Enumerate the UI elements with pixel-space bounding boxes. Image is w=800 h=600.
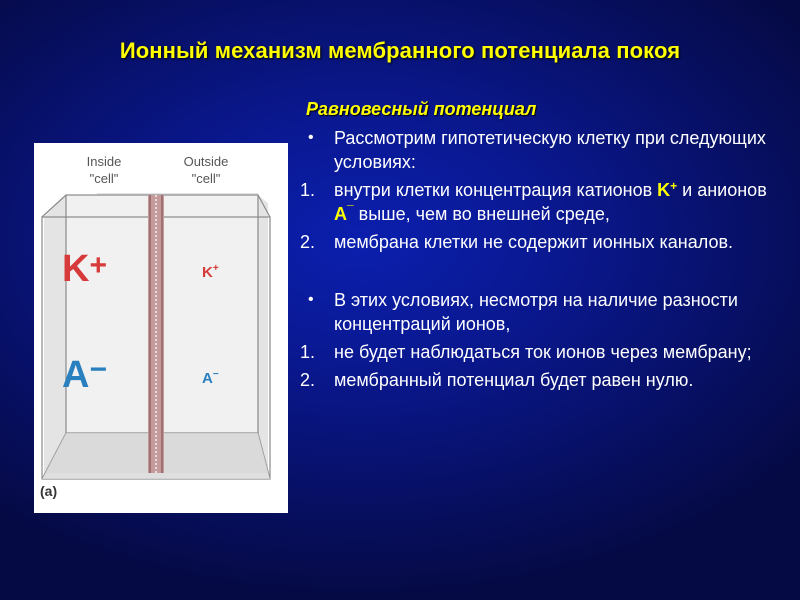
cell-diagram [34,143,288,513]
potassium-symbol: K+ [657,179,678,200]
bullet-text: В этих условиях, несмотря на наличие разности концентраций ионов, [334,290,738,334]
slide-title: Ионный механизм мембранного потенциала покоя [119,38,681,63]
membrane [148,195,164,473]
inside-label-line1: Inside [86,154,122,169]
inside-anion-label: A− [62,353,107,396]
bullet-marker: • [308,291,314,308]
bullet-marker: • [308,129,314,146]
number-marker: 1. [300,180,316,200]
list-item [300,178,790,226]
condition-text-2: мембрана клетки не содержит ионных каналов. [334,232,734,252]
list-item [300,340,790,364]
consequence-text-2: мембранный потенциал будет равен нулю. [334,370,694,390]
cell-diagram-svg [34,143,288,513]
outside-potassium-label: K+ [202,263,219,281]
anion-symbol: A¯ [334,203,354,224]
slide-content [300,97,790,396]
consequence-text-1: не будет наблюдаться ток ионов через мембрану; [334,342,752,362]
outside-anion-label: A− [202,369,219,387]
outside-label-line2: "cell" [191,171,221,186]
list-item [300,368,790,392]
list-item [300,288,790,336]
bullet-text: Рассмотрим гипотетическую клетку при следующих условиях: [334,128,766,172]
subtitle: Равновесный потенциал [306,99,537,119]
number-marker: 1. [300,342,316,362]
list-item [300,230,790,254]
panel-label: (a) [40,483,58,499]
number-marker: 2. [300,232,316,252]
inside-label-line2: "cell" [89,171,119,186]
list-item [300,126,790,174]
condition-text-1: внутри клетки концентрация катионов K+ и анионов A¯ выше, чем во внешней среде, [334,179,767,224]
outside-label-line1: Outside [183,154,229,169]
number-marker: 2. [300,370,316,390]
inside-potassium-label: K+ [62,248,107,290]
